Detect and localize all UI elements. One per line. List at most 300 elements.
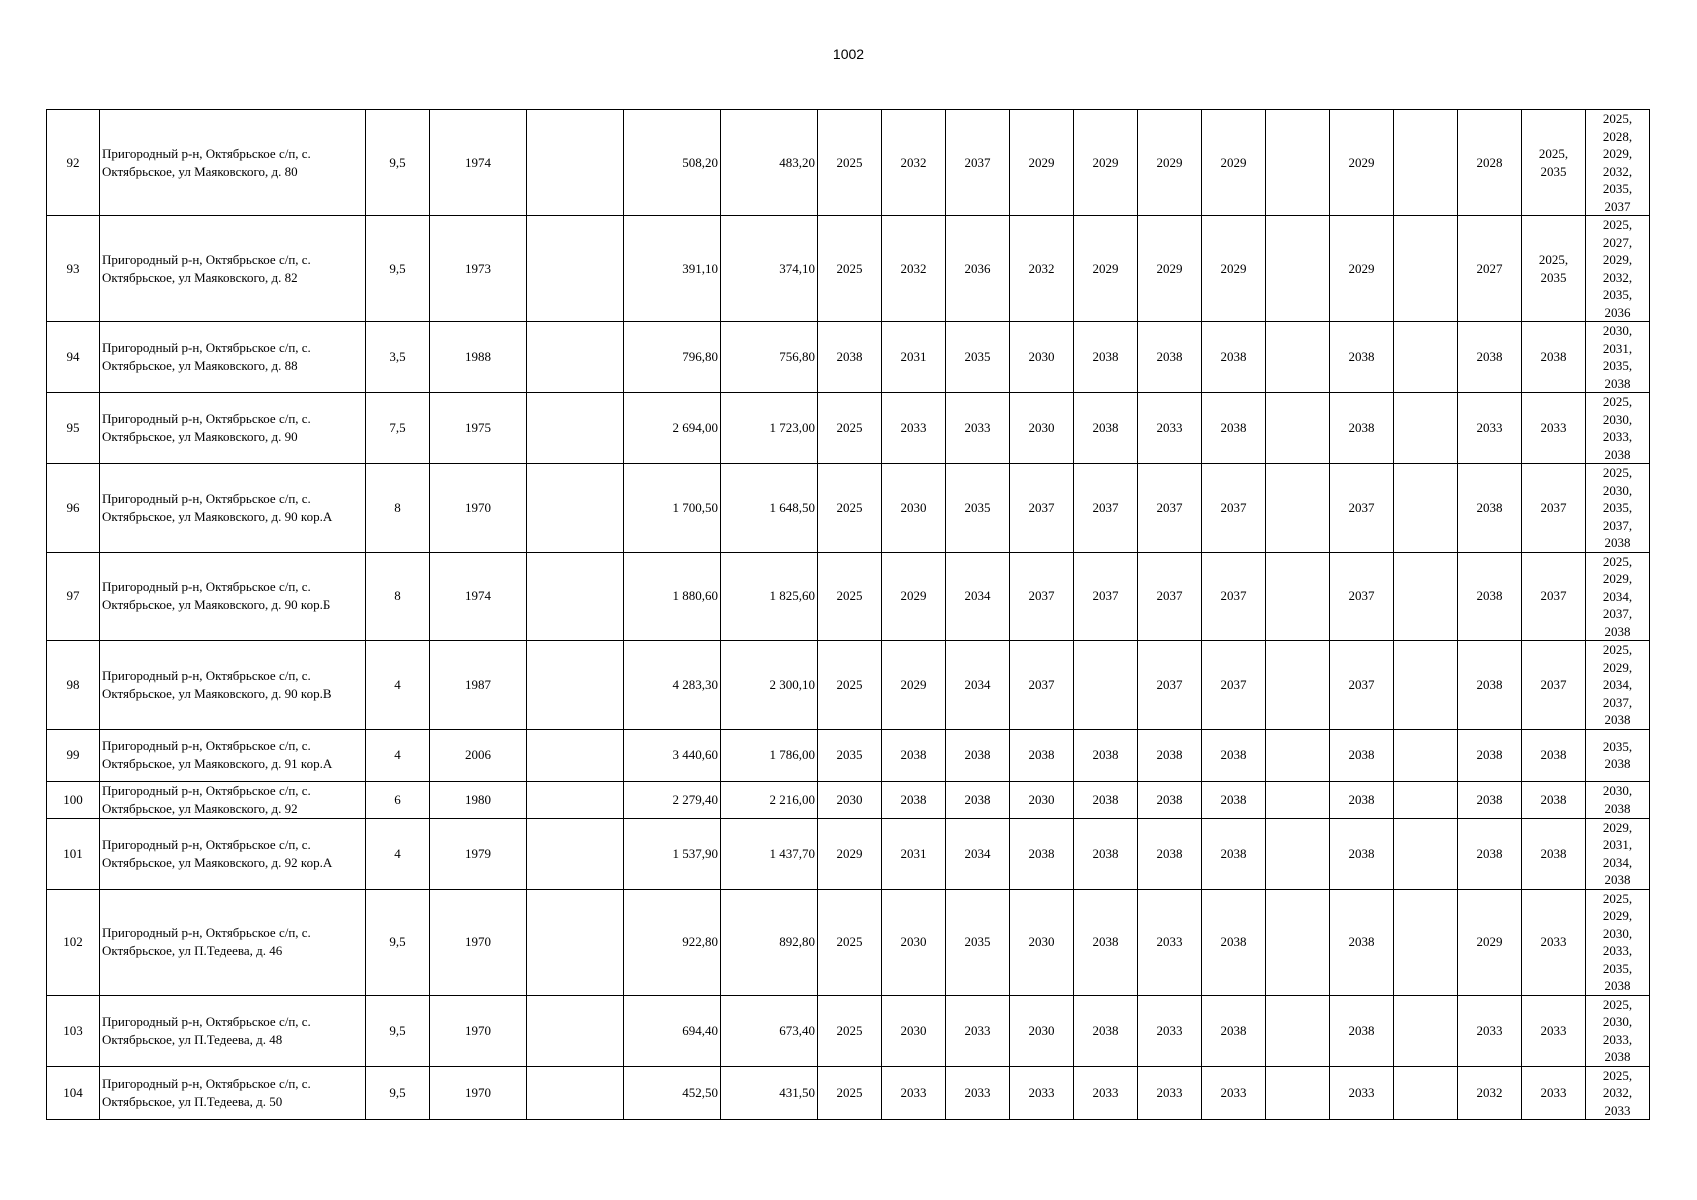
- address-line-2: Октябрьское, ул Маяковского, д. 92: [102, 800, 298, 816]
- cell-c3: 9,5: [366, 216, 430, 322]
- cell-y12: 2033: [1522, 1066, 1586, 1120]
- cell-c4: 1974: [430, 110, 527, 216]
- cell-c5: [527, 818, 624, 889]
- cell-y1: 2025: [818, 1066, 882, 1120]
- cell-c7: 673,40: [721, 995, 818, 1066]
- cell-y3: 2033: [946, 393, 1010, 464]
- cell-c3: 9,5: [366, 995, 430, 1066]
- cell-y8: [1266, 818, 1330, 889]
- cell-y7: 2037: [1202, 552, 1266, 641]
- cell-y9: 2038: [1330, 781, 1394, 818]
- cell-y3: 2036: [946, 216, 1010, 322]
- cell-y9: 2038: [1330, 729, 1394, 781]
- cell-c6: 1 880,60: [624, 552, 721, 641]
- cell-c4: 1970: [430, 464, 527, 553]
- row-number-cell: 96: [47, 464, 100, 553]
- cell-y13: 2025, 2029, 2030, 2033, 2035, 2038: [1586, 889, 1650, 995]
- cell-c6: 2 279,40: [624, 781, 721, 818]
- cell-y6: 2038: [1138, 322, 1202, 393]
- table-row: [47, 393, 1650, 464]
- cell-y8: [1266, 216, 1330, 322]
- cell-y3: 2034: [946, 552, 1010, 641]
- cell-y7: 2033: [1202, 1066, 1266, 1120]
- cell-y6: 2033: [1138, 1066, 1202, 1120]
- cell-y13: 2030, 2031, 2035, 2038: [1586, 322, 1650, 393]
- cell-y8: [1266, 393, 1330, 464]
- cell-c4: 1970: [430, 995, 527, 1066]
- cell-y9: 2038: [1330, 818, 1394, 889]
- cell-y1: 2025: [818, 889, 882, 995]
- table-row: [47, 995, 1650, 1066]
- cell-c3: 8: [366, 464, 430, 553]
- address-cell: [100, 216, 366, 322]
- table-row: [47, 781, 1650, 818]
- cell-y5: [1074, 641, 1138, 730]
- cell-y3: 2034: [946, 641, 1010, 730]
- cell-y7: 2037: [1202, 641, 1266, 730]
- row-number-cell: 97: [47, 552, 100, 641]
- cell-c7: 374,10: [721, 216, 818, 322]
- address-cell: [100, 393, 366, 464]
- address-line-2: Октябрьское, ул Маяковского, д. 91 кор.А: [102, 756, 333, 771]
- cell-y10: [1394, 729, 1458, 781]
- cell-c5: [527, 995, 624, 1066]
- cell-y6: 2038: [1138, 781, 1202, 818]
- cell-y7: 2038: [1202, 889, 1266, 995]
- table-row: [47, 552, 1650, 641]
- cell-y10: [1394, 464, 1458, 553]
- cell-y7: 2038: [1202, 995, 1266, 1066]
- cell-y11: 2038: [1458, 781, 1522, 818]
- cell-y10: [1394, 110, 1458, 216]
- cell-y5: 2038: [1074, 729, 1138, 781]
- address-line-1: Пригородный р-н, Октябрьское с/п, с.: [102, 782, 311, 798]
- cell-y11: 2028: [1458, 110, 1522, 216]
- cell-c6: 2 694,00: [624, 393, 721, 464]
- cell-c4: 1975: [430, 393, 527, 464]
- cell-y12: 2038: [1522, 322, 1586, 393]
- cell-y7: 2029: [1202, 110, 1266, 216]
- cell-y3: 2037: [946, 110, 1010, 216]
- cell-y6: 2033: [1138, 995, 1202, 1066]
- cell-y2: 2032: [882, 216, 946, 322]
- cell-y11: 2038: [1458, 464, 1522, 553]
- cell-c3: 4: [366, 641, 430, 730]
- cell-c4: 1979: [430, 818, 527, 889]
- cell-y1: 2025: [818, 641, 882, 730]
- cell-y2: 2038: [882, 781, 946, 818]
- table-row: [47, 322, 1650, 393]
- cell-c5: [527, 393, 624, 464]
- cell-c4: 1970: [430, 1066, 527, 1120]
- cell-y12: 2038: [1522, 729, 1586, 781]
- cell-c6: 694,40: [624, 995, 721, 1066]
- cell-y2: 2030: [882, 889, 946, 995]
- address-line-1: Пригородный р-н, Октябрьское с/п, с.: [102, 490, 311, 506]
- cell-c4: 1974: [430, 552, 527, 641]
- table-row: [47, 110, 1650, 216]
- cell-c4: 1987: [430, 641, 527, 730]
- cell-y10: [1394, 889, 1458, 995]
- cell-c7: 2 300,10: [721, 641, 818, 730]
- cell-y13: 2029, 2031, 2034, 2038: [1586, 818, 1650, 889]
- cell-c7: 892,80: [721, 889, 818, 995]
- row-number-cell: 99: [47, 729, 100, 781]
- row-number-cell: 92: [47, 110, 100, 216]
- cell-y7: 2038: [1202, 322, 1266, 393]
- cell-y9: 2033: [1330, 1066, 1394, 1120]
- cell-c7: 1 825,60: [721, 552, 818, 641]
- cell-y7: 2038: [1202, 729, 1266, 781]
- cell-y11: 2038: [1458, 641, 1522, 730]
- row-number-cell: 103: [47, 995, 100, 1066]
- cell-y7: 2038: [1202, 818, 1266, 889]
- cell-y5: 2038: [1074, 889, 1138, 995]
- cell-y1: 2025: [818, 110, 882, 216]
- cell-c5: [527, 641, 624, 730]
- cell-c6: 922,80: [624, 889, 721, 995]
- cell-y5: 2033: [1074, 1066, 1138, 1120]
- cell-y4: 2030: [1010, 393, 1074, 464]
- cell-y10: [1394, 781, 1458, 818]
- cell-c7: 483,20: [721, 110, 818, 216]
- cell-c5: [527, 322, 624, 393]
- cell-y4: 2037: [1010, 641, 1074, 730]
- cell-y13: 2025, 2027, 2029, 2032, 2035, 2036: [1586, 216, 1650, 322]
- cell-y6: 2037: [1138, 552, 1202, 641]
- row-number-cell: 102: [47, 889, 100, 995]
- cell-y11: 2027: [1458, 216, 1522, 322]
- cell-y13: 2035, 2038: [1586, 729, 1650, 781]
- address-line-2: Октябрьское, ул Маяковского, д. 92 кор.А: [102, 854, 333, 870]
- cell-y4: 2030: [1010, 322, 1074, 393]
- row-number-cell: 98: [47, 641, 100, 730]
- cell-y4: 2037: [1010, 552, 1074, 641]
- cell-y3: 2035: [946, 889, 1010, 995]
- table-row: [47, 729, 1650, 781]
- cell-c3: 9,5: [366, 110, 430, 216]
- cell-y13: 2025, 2028, 2029, 2032, 2035, 2037: [1586, 110, 1650, 216]
- cell-c6: 391,10: [624, 216, 721, 322]
- cell-y2: 2029: [882, 641, 946, 730]
- cell-c6: 3 440,60: [624, 729, 721, 781]
- address-line-1: Пригородный р-н, Октябрьское с/п, с.: [102, 925, 311, 940]
- cell-y11: 2038: [1458, 552, 1522, 641]
- cell-y2: 2032: [882, 110, 946, 216]
- cell-y5: 2029: [1074, 110, 1138, 216]
- cell-y4: 2038: [1010, 729, 1074, 781]
- cell-c6: 508,20: [624, 110, 721, 216]
- address-cell: [100, 110, 366, 216]
- cell-y2: 2031: [882, 322, 946, 393]
- address-line-2: Октябрьское, ул П.Тедеева, д. 48: [102, 1031, 283, 1047]
- cell-y2: 2031: [882, 818, 946, 889]
- cell-y6: 2029: [1138, 110, 1202, 216]
- cell-y13: 2025, 2029, 2034, 2037, 2038: [1586, 552, 1650, 641]
- cell-y8: [1266, 781, 1330, 818]
- address-cell: [100, 552, 366, 641]
- cell-c4: 1973: [430, 216, 527, 322]
- cell-y3: 2038: [946, 781, 1010, 818]
- cell-y11: 2038: [1458, 322, 1522, 393]
- cell-y1: 2038: [818, 322, 882, 393]
- address-line-1: Пригородный р-н, Октябрьское с/п, с.: [102, 340, 311, 355]
- cell-c6: 796,80: [624, 322, 721, 393]
- cell-c5: [527, 729, 624, 781]
- address-cell: [100, 464, 366, 553]
- cell-y1: 2025: [818, 552, 882, 641]
- cell-y4: 2030: [1010, 781, 1074, 818]
- cell-y1: 2029: [818, 818, 882, 889]
- address-line-2: Октябрьское, ул П.Тедеева, д. 50: [102, 1093, 283, 1109]
- cell-y13: 2025, 2030, 2033, 2038: [1586, 393, 1650, 464]
- address-line-1: Пригородный р-н, Октябрьское с/п, с.: [102, 1075, 311, 1091]
- address-cell: [100, 1066, 366, 1120]
- cell-y12: 2038: [1522, 781, 1586, 818]
- cell-c3: 6: [366, 781, 430, 818]
- cell-y12: 2038: [1522, 818, 1586, 889]
- address-line-1: Пригородный р-н, Октябрьское с/п, с.: [102, 145, 311, 161]
- cell-c7: 1 437,70: [721, 818, 818, 889]
- cell-y5: 2037: [1074, 464, 1138, 553]
- address-line-2: Октябрьское, ул Маяковского, д. 80: [102, 163, 298, 179]
- cell-y8: [1266, 729, 1330, 781]
- cell-y4: 2030: [1010, 995, 1074, 1066]
- address-line-2: Октябрьское, ул Маяковского, д. 88: [102, 358, 298, 373]
- cell-y4: 2038: [1010, 818, 1074, 889]
- cell-y10: [1394, 552, 1458, 641]
- address-line-1: Пригородный р-н, Октябрьское с/п, с.: [102, 411, 311, 426]
- cell-c4: 1970: [430, 889, 527, 995]
- cell-c3: 7,5: [366, 393, 430, 464]
- cell-y3: 2038: [946, 729, 1010, 781]
- cell-y12: 2037: [1522, 464, 1586, 553]
- cell-y7: 2029: [1202, 216, 1266, 322]
- cell-y12: 2033: [1522, 995, 1586, 1066]
- cell-y13: 2025, 2030, 2035, 2037, 2038: [1586, 464, 1650, 553]
- cell-y9: 2038: [1330, 995, 1394, 1066]
- cell-y6: 2033: [1138, 889, 1202, 995]
- cell-y13: 2025, 2030, 2033, 2038: [1586, 995, 1650, 1066]
- cell-y10: [1394, 216, 1458, 322]
- cell-c7: 1 723,00: [721, 393, 818, 464]
- cell-y2: 2033: [882, 1066, 946, 1120]
- cell-y11: 2032: [1458, 1066, 1522, 1120]
- address-cell: [100, 322, 366, 393]
- cell-y10: [1394, 1066, 1458, 1120]
- cell-y8: [1266, 110, 1330, 216]
- table-row: [47, 216, 1650, 322]
- address-line-2: Октябрьское, ул Маяковского, д. 90 кор.Б: [102, 597, 331, 613]
- cell-y6: 2029: [1138, 216, 1202, 322]
- cell-c4: 2006: [430, 729, 527, 781]
- table-row: [47, 641, 1650, 730]
- cell-y4: 2030: [1010, 889, 1074, 995]
- cell-y8: [1266, 552, 1330, 641]
- cell-y4: 2029: [1010, 110, 1074, 216]
- cell-y12: 2033: [1522, 393, 1586, 464]
- cell-y5: 2038: [1074, 322, 1138, 393]
- cell-y1: 2025: [818, 995, 882, 1066]
- cell-y11: 2033: [1458, 393, 1522, 464]
- cell-y2: 2038: [882, 729, 946, 781]
- cell-y11: 2029: [1458, 889, 1522, 995]
- cell-y10: [1394, 393, 1458, 464]
- address-cell: [100, 781, 366, 818]
- cell-y5: 2038: [1074, 995, 1138, 1066]
- address-line-1: Пригородный р-н, Октябрьское с/п, с.: [102, 836, 311, 852]
- table-row: [47, 464, 1650, 553]
- cell-c3: 4: [366, 818, 430, 889]
- cell-y3: 2033: [946, 1066, 1010, 1120]
- cell-y1: 2035: [818, 729, 882, 781]
- address-line-1: Пригородный р-н, Октябрьское с/п, с.: [102, 738, 311, 753]
- row-number-cell: 93: [47, 216, 100, 322]
- cell-y13: 2030, 2038: [1586, 781, 1650, 818]
- address-line-2: Октябрьское, ул Маяковского, д. 82: [102, 269, 298, 285]
- cell-y3: 2033: [946, 995, 1010, 1066]
- cell-y1: 2025: [818, 393, 882, 464]
- row-number-cell: 104: [47, 1066, 100, 1120]
- cell-y9: 2037: [1330, 464, 1394, 553]
- cell-c5: [527, 110, 624, 216]
- cell-y3: 2035: [946, 322, 1010, 393]
- cell-y11: 2038: [1458, 729, 1522, 781]
- cell-y10: [1394, 995, 1458, 1066]
- cell-c6: 4 283,30: [624, 641, 721, 730]
- cell-y5: 2038: [1074, 818, 1138, 889]
- cell-c5: [527, 552, 624, 641]
- cell-c7: 1 648,50: [721, 464, 818, 553]
- cell-y8: [1266, 322, 1330, 393]
- cell-y3: 2034: [946, 818, 1010, 889]
- cell-c7: 2 216,00: [721, 781, 818, 818]
- cell-c5: [527, 889, 624, 995]
- cell-y5: 2029: [1074, 216, 1138, 322]
- address-line-2: Октябрьское, ул Маяковского, д. 90 кор.В: [102, 685, 332, 701]
- cell-y6: 2038: [1138, 729, 1202, 781]
- cell-y1: 2025: [818, 216, 882, 322]
- table-row: [47, 818, 1650, 889]
- cell-y7: 2037: [1202, 464, 1266, 553]
- cell-y2: 2033: [882, 393, 946, 464]
- cell-y2: 2029: [882, 552, 946, 641]
- cell-y6: 2038: [1138, 818, 1202, 889]
- cell-c7: 756,80: [721, 322, 818, 393]
- cell-y6: 2037: [1138, 464, 1202, 553]
- cell-y8: [1266, 995, 1330, 1066]
- cell-y10: [1394, 641, 1458, 730]
- address-cell: [100, 889, 366, 995]
- address-line-2: Октябрьское, ул Маяковского, д. 90 кор.А: [102, 508, 333, 524]
- cell-y7: 2038: [1202, 781, 1266, 818]
- cell-y5: 2038: [1074, 393, 1138, 464]
- address-cell: [100, 818, 366, 889]
- cell-y12: 2025, 2035: [1522, 110, 1586, 216]
- cell-c5: [527, 1066, 624, 1120]
- cell-c5: [527, 781, 624, 818]
- cell-y7: 2038: [1202, 393, 1266, 464]
- cell-y13: 2025, 2029, 2034, 2037, 2038: [1586, 641, 1650, 730]
- address-cell: [100, 729, 366, 781]
- row-number-cell: 100: [47, 781, 100, 818]
- row-number-cell: 95: [47, 393, 100, 464]
- cell-y12: 2033: [1522, 889, 1586, 995]
- cell-y8: [1266, 1066, 1330, 1120]
- cell-c5: [527, 216, 624, 322]
- address-line-1: Пригородный р-н, Октябрьское с/п, с.: [102, 1013, 311, 1029]
- address-cell: [100, 995, 366, 1066]
- cell-y8: [1266, 889, 1330, 995]
- address-line-2: Октябрьское, ул П.Тедеева, д. 46: [102, 943, 283, 958]
- cell-y2: 2030: [882, 464, 946, 553]
- cell-c4: 1988: [430, 322, 527, 393]
- row-number-cell: 101: [47, 818, 100, 889]
- cell-c3: 4: [366, 729, 430, 781]
- cell-c5: [527, 464, 624, 553]
- cell-c3: 9,5: [366, 1066, 430, 1120]
- cell-c7: 431,50: [721, 1066, 818, 1120]
- address-line-1: Пригородный р-н, Октябрьское с/п, с.: [102, 667, 311, 683]
- cell-y9: 2038: [1330, 322, 1394, 393]
- cell-y9: 2037: [1330, 552, 1394, 641]
- cell-y2: 2030: [882, 995, 946, 1066]
- row-number-cell: 94: [47, 322, 100, 393]
- cell-y12: 2037: [1522, 641, 1586, 730]
- cell-y3: 2035: [946, 464, 1010, 553]
- cell-c6: 452,50: [624, 1066, 721, 1120]
- address-line-2: Октябрьское, ул Маяковского, д. 90: [102, 429, 298, 444]
- cell-y12: 2025, 2035: [1522, 216, 1586, 322]
- cell-y13: 2025, 2032, 2033: [1586, 1066, 1650, 1120]
- cell-y1: 2025: [818, 464, 882, 553]
- cell-c3: 8: [366, 552, 430, 641]
- cell-c6: 1 700,50: [624, 464, 721, 553]
- cell-y9: 2038: [1330, 889, 1394, 995]
- cell-y9: 2029: [1330, 216, 1394, 322]
- cell-y8: [1266, 641, 1330, 730]
- cell-y1: 2030: [818, 781, 882, 818]
- cell-y6: 2037: [1138, 641, 1202, 730]
- cell-y11: 2038: [1458, 818, 1522, 889]
- cell-c3: 3,5: [366, 322, 430, 393]
- cell-c7: 1 786,00: [721, 729, 818, 781]
- cell-y5: 2038: [1074, 781, 1138, 818]
- cell-y9: 2038: [1330, 393, 1394, 464]
- cell-c4: 1980: [430, 781, 527, 818]
- cell-y10: [1394, 818, 1458, 889]
- cell-y11: 2033: [1458, 995, 1522, 1066]
- cell-y4: 2032: [1010, 216, 1074, 322]
- cell-y5: 2037: [1074, 552, 1138, 641]
- cell-y6: 2033: [1138, 393, 1202, 464]
- cell-y4: 2037: [1010, 464, 1074, 553]
- address-line-1: Пригородный р-н, Октябрьское с/п, с.: [102, 251, 311, 267]
- address-line-1: Пригородный р-н, Октябрьское с/п, с.: [102, 579, 311, 595]
- housing-table: [46, 109, 1650, 1120]
- cell-c6: 1 537,90: [624, 818, 721, 889]
- table-row: [47, 889, 1650, 995]
- table-row: [47, 1066, 1650, 1120]
- cell-y10: [1394, 322, 1458, 393]
- cell-y8: [1266, 464, 1330, 553]
- cell-y9: 2037: [1330, 641, 1394, 730]
- address-cell: [100, 641, 366, 730]
- cell-y4: 2033: [1010, 1066, 1074, 1120]
- cell-c3: 9,5: [366, 889, 430, 995]
- page-number: 1002: [832, 46, 865, 62]
- cell-y12: 2037: [1522, 552, 1586, 641]
